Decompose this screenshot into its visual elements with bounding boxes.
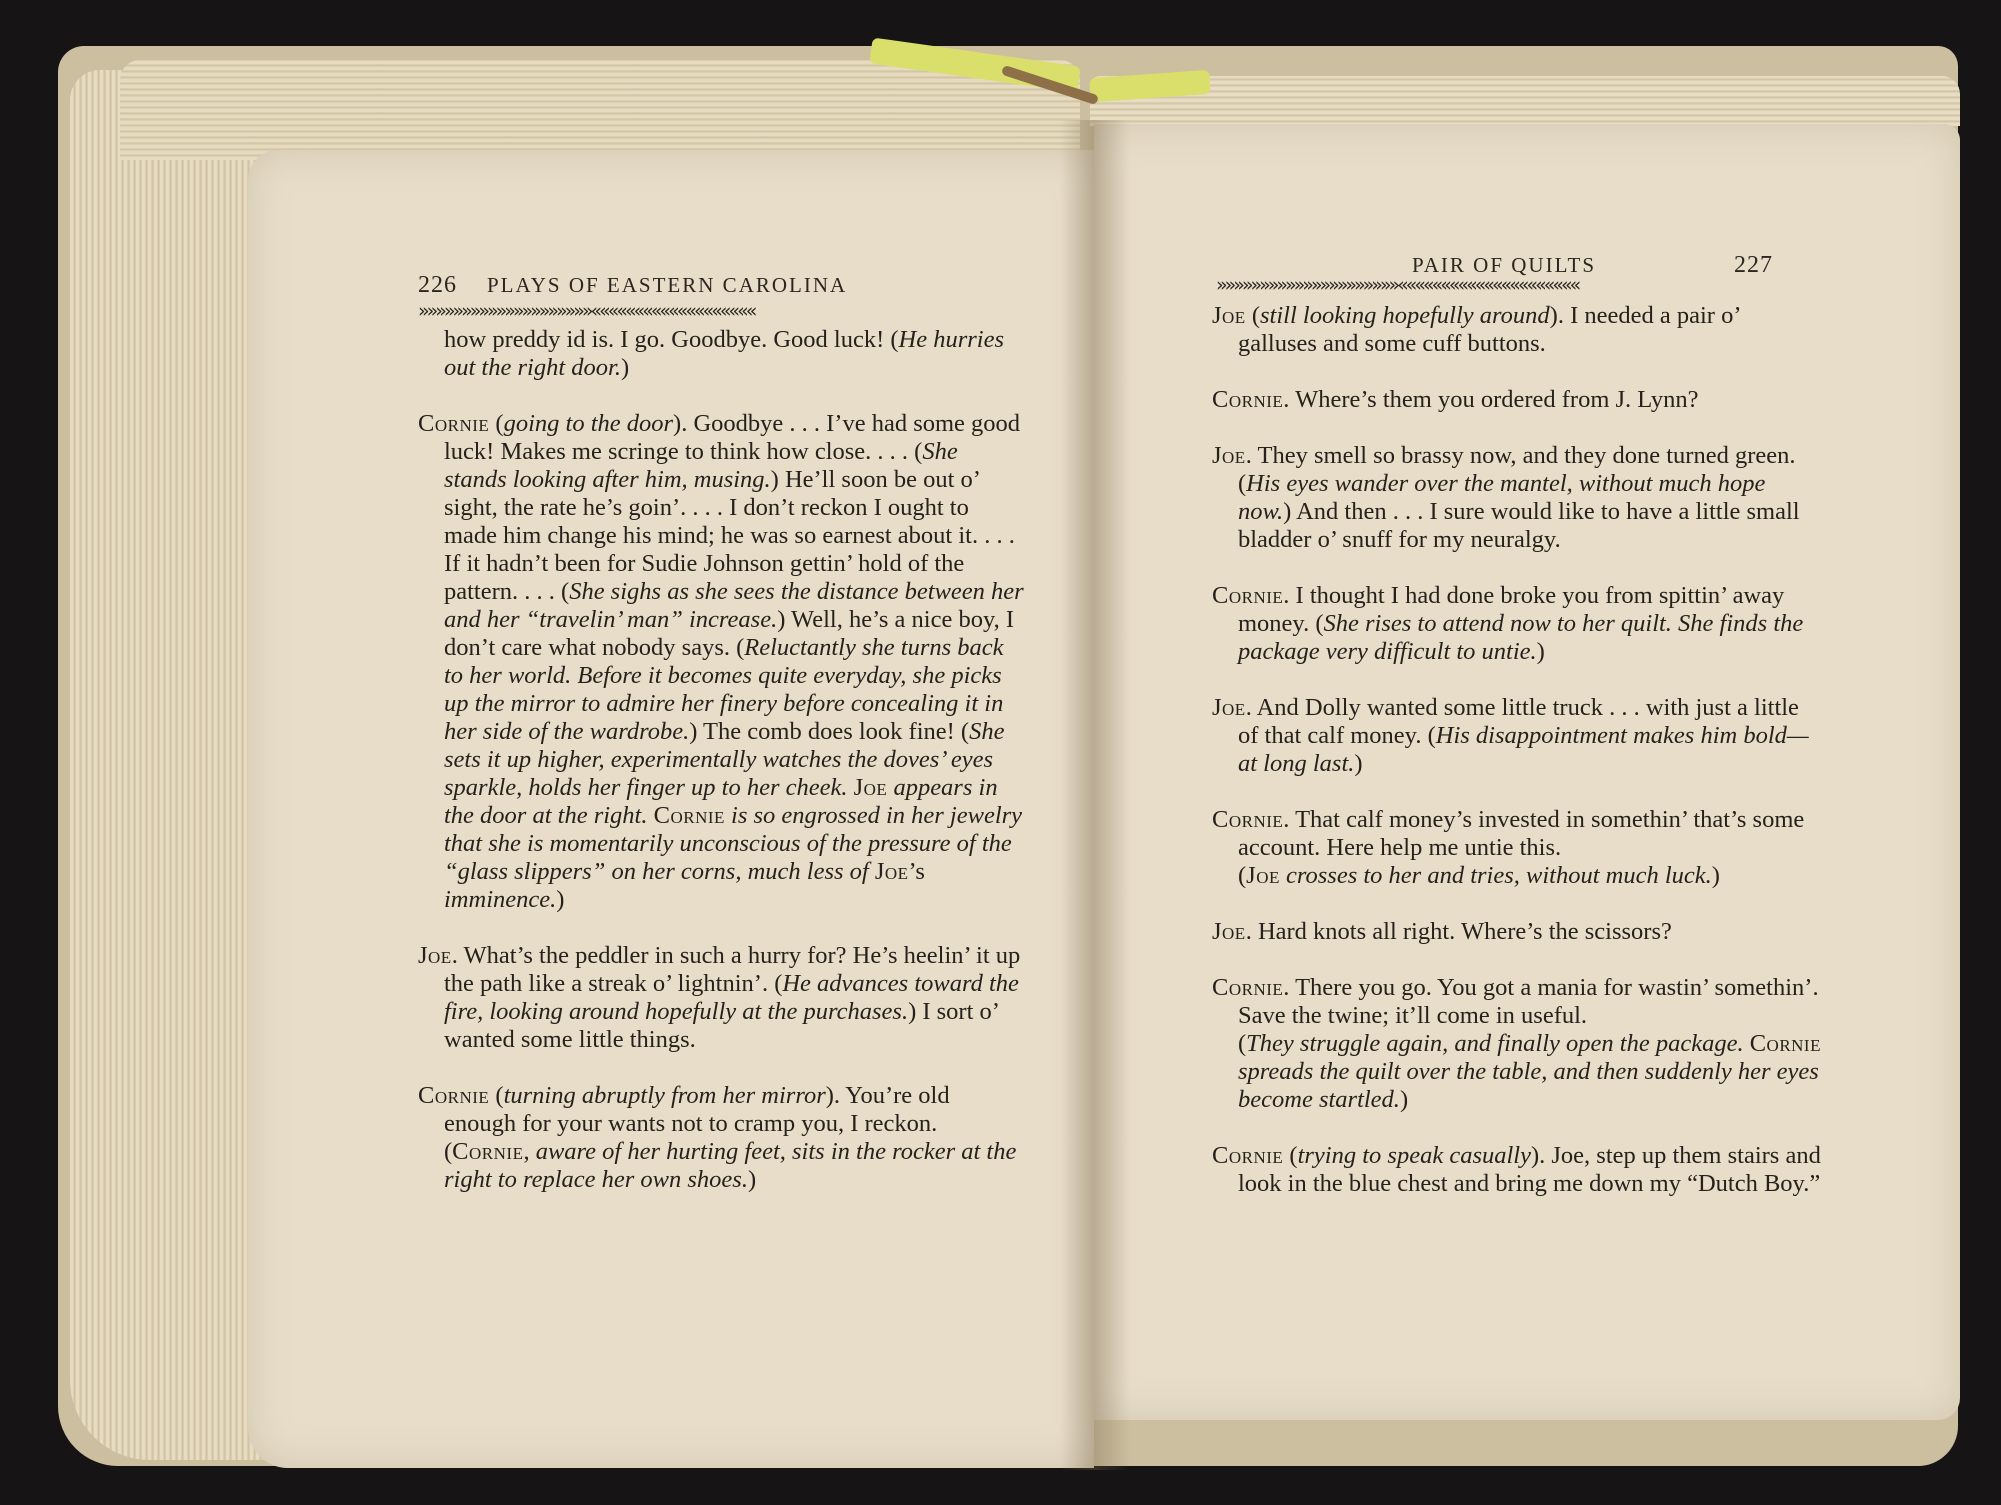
right-page-number: 227 <box>1734 252 1773 278</box>
script-paragraph <box>1212 386 1824 414</box>
right-play-title: PAIR OF QUILTS <box>1412 253 1596 277</box>
dialogue-text: ) And then . . . I sure would like to have a little small bladder o’ snuff for my neuralgy. <box>1238 498 1800 553</box>
dialogue-text: ( <box>1238 862 1247 889</box>
stage-direction: is so engrossed in her jewelry that she is momentarily unconscious of the pressure of the “glass slippers” on her corns, much less of <box>444 802 1023 885</box>
speaker-name: Cornie <box>1212 386 1284 413</box>
dialogue-text: . There you go. You got a mania for wastin’ somethin’. Save the twine; it’ll come in useful. <box>1238 974 1819 1029</box>
script-paragraph <box>1212 302 1824 358</box>
script-paragraph <box>1212 582 1824 666</box>
speaker-name: Joe <box>1246 862 1280 889</box>
stage-direction: His eyes wander over the mantel, without much hope now. <box>1238 470 1766 525</box>
script-paragraph <box>418 326 1026 382</box>
dialogue-text: . And Dolly wanted some little truck . . . with just a little of that calf money. ( <box>1238 694 1799 749</box>
speaker-name: Cornie <box>1749 1030 1821 1057</box>
left-book-title: PLAYS OF EASTERN CAROLINA <box>487 273 848 297</box>
script-paragraph <box>1212 442 1824 554</box>
dialogue-text: ’s <box>908 858 925 885</box>
script-paragraph <box>1212 974 1824 1114</box>
stage-direction: They struggle again, and finally open the package. <box>1246 1030 1750 1057</box>
stage-direction: spreads the quilt over the table, and then suddenly her eyes become startled. <box>1238 1058 1819 1113</box>
stage-direction: crosses to her and tries, without much luck. <box>1279 862 1712 889</box>
dialogue-text: . What’s the peddler in such a hurry for? He’s heelin’ it up the path like a streak o’ lightnin’. ( <box>444 942 1021 997</box>
dialogue-text: ) <box>1354 750 1363 777</box>
dialogue-text: how preddy id is. I go. Goodbye. Good luck! ( <box>444 326 899 353</box>
script-paragraph <box>1212 1142 1824 1198</box>
speaker-name: Cornie <box>418 1082 490 1109</box>
dialogue-text: . Hard knots all right. Where’s the scissors? <box>1245 918 1672 945</box>
right-page-text <box>1212 302 1824 1226</box>
speaker-name: Joe <box>1212 442 1246 469</box>
dialogue-text: . Where’s them you ordered from J. Lynn? <box>1283 386 1699 413</box>
stage-direction: She stands looking after him, musing. <box>444 438 958 493</box>
dialogue-text: ( <box>489 410 504 437</box>
dialogue-text: ( <box>489 1082 504 1109</box>
left-page <box>248 150 1094 1468</box>
stage-direction: appears in the door at the right. <box>444 774 998 829</box>
speaker-name: Joe <box>1212 918 1246 945</box>
left-page-text <box>418 326 1026 1222</box>
speaker-name: Cornie <box>1212 806 1284 833</box>
speaker-name: Cornie <box>452 1138 524 1165</box>
speaker-name: Cornie <box>1212 582 1284 609</box>
right-ornament-rule: »»»»»»»»»»»»»»»»»»»»»««««««««««««««««««««« <box>1216 274 1579 296</box>
dialogue-text: ) <box>747 1166 757 1193</box>
speaker-name: Joe <box>1212 302 1246 329</box>
dialogue-text: , <box>523 1138 536 1165</box>
dialogue-text: ). Goodbye . . . I’ve had some good luck! Makes me scringe to think how close. . . . ( <box>444 410 1021 465</box>
dialogue-text: ) <box>1399 1086 1409 1113</box>
dialogue-text: ) <box>1536 638 1545 665</box>
dialogue-text: . They smell so brassy now, and they done turned green. ( <box>1238 442 1796 497</box>
stage-direction: She sighs as she sees the distance between her and her “travelin’ man” increase. <box>444 578 1024 633</box>
left-page-number: 226 <box>418 272 457 298</box>
right-page <box>1094 124 1960 1420</box>
page-edges-left <box>70 70 270 1460</box>
script-paragraph <box>1212 694 1824 778</box>
dialogue-text: ( <box>1283 1142 1298 1169</box>
speaker-name: Joe <box>1212 694 1246 721</box>
speaker-name: Cornie <box>1212 1142 1284 1169</box>
speaker-name: Cornie <box>418 410 490 437</box>
script-paragraph <box>1212 806 1824 890</box>
dialogue-text: ) <box>1711 862 1720 889</box>
script-paragraph <box>418 942 1026 1054</box>
dialogue-text: ) <box>556 886 565 913</box>
stage-direction: His disappointment makes him bold—at long last. <box>1238 722 1809 777</box>
page-edges-top-left <box>120 60 1080 160</box>
stage-direction: He advances toward the fire, looking around hopefully at the purchases. <box>444 970 1019 1025</box>
stage-direction: She rises to attend now to her quilt. She finds the package very difficult to untie. <box>1238 610 1804 665</box>
dialogue-text: ). I needed a pair o’ galluses and some cuff buttons. <box>1238 302 1740 357</box>
left-running-head <box>418 272 847 299</box>
dialogue-text: ) <box>620 354 630 381</box>
speaker-name: Cornie <box>1212 974 1284 1001</box>
stage-direction: aware of her hurting feet, sits in the rocker at the right to replace her own shoes. <box>444 1138 1017 1193</box>
script-paragraph <box>418 1082 1026 1194</box>
stage-direction: turning abruptly from her mirror <box>503 1082 826 1109</box>
stage-direction: He hurries out the right door. <box>444 326 1005 381</box>
script-paragraph <box>418 410 1026 914</box>
speaker-name: Joe <box>418 942 452 969</box>
dialogue-text: ). You’re old enough for your wants not to cramp you, I reckon. ( <box>444 1082 950 1165</box>
page-edges-top-right <box>1090 76 1960 126</box>
dialogue-text: ) I sort o’ wanted some little things. <box>444 998 999 1053</box>
dialogue-text: ) Well, he’s a nice boy, I don’t care what nobody says. ( <box>444 606 1015 661</box>
dialogue-text: ( <box>1238 1030 1247 1057</box>
script-paragraph <box>1212 918 1824 946</box>
stage-direction: She sets it up higher, experimentally watches the doves’ eyes sparkle, holds her finger up to her cheek. <box>444 718 1005 801</box>
dialogue-text: ) The comb does look fine! ( <box>689 718 970 745</box>
dialogue-text: ) He’ll soon be out o’ sight, the rate he’s goin’. . . . I don’t reckon I ought to made him change his mind; he was so earnest about it. . . . If it hadn’t been for Sudie Johnson gettin’ hold of the pattern. . . . ( <box>444 466 1015 605</box>
speaker-name: Cornie <box>653 802 725 829</box>
stage-direction: still looking hopefully around <box>1260 302 1550 329</box>
stage-direction: going to the door <box>503 410 674 437</box>
stage-direction: imminence. <box>444 886 557 913</box>
dialogue-text: . That calf money’s invested in somethin’ that’s some account. Here help me untie this. <box>1238 806 1805 861</box>
dialogue-text: ). Joe, step up them stairs and look in the blue chest and bring me down my “Dutch Boy.” <box>1238 1142 1821 1197</box>
dialogue-text: . I thought I had done broke you from spittin’ away money. ( <box>1238 582 1785 637</box>
stage-direction: trying to speak casually <box>1297 1142 1531 1169</box>
stage-direction: Reluctantly she turns back to her world. Before it becomes quite everyday, she picks up the mirror to admire her finery before concealing it in her side of the wardrobe. <box>444 634 1004 745</box>
speaker-name: Joe <box>853 774 888 801</box>
dialogue-text: ( <box>1245 302 1260 329</box>
speaker-name: Joe <box>874 858 909 885</box>
left-ornament-rule: »»»»»»»»»»»»»»»»»»»»««««««««««««««««««« <box>418 300 755 322</box>
book-gutter <box>1060 120 1130 1470</box>
